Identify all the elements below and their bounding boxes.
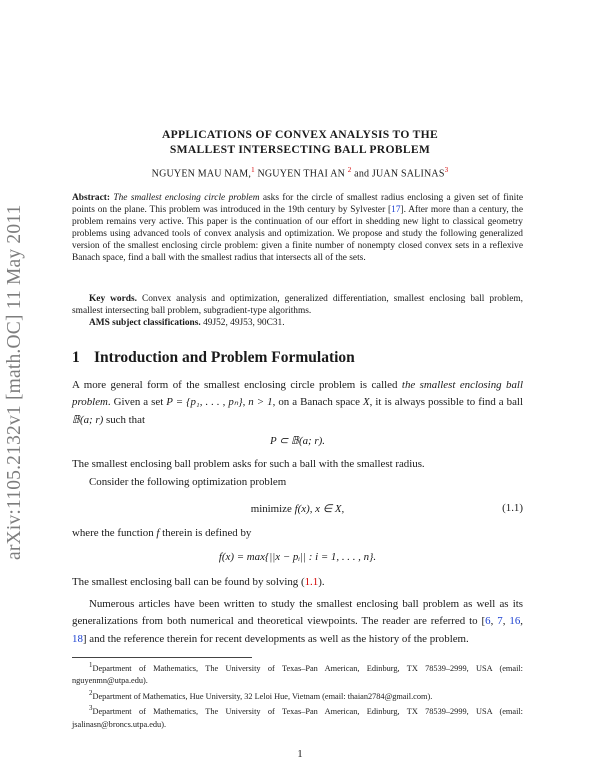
p5-text-b: ). bbox=[318, 576, 325, 588]
eq-minimize-expression: f(x), x ∈ X, bbox=[294, 503, 345, 515]
ams-line bbox=[72, 317, 523, 329]
p1-italic-term: the smallest enclosing ball problem bbox=[72, 379, 523, 409]
paragraph-1 bbox=[72, 377, 523, 429]
citation-18[interactable]: 18 bbox=[72, 632, 83, 645]
keywords-label: Key words. bbox=[89, 294, 137, 304]
footnote-2 bbox=[72, 688, 523, 703]
keywords-line bbox=[72, 293, 523, 317]
title-line-2: SMALLEST INTERSECTING BALL PROBLEM bbox=[169, 143, 431, 156]
eq-definition-expression: f(x) = max{||x − pᵢ|| : i = 1, . . . , n}. bbox=[218, 551, 377, 563]
citation-17[interactable]: 17 bbox=[391, 205, 401, 216]
footnote-marker-2[interactable]: 2 bbox=[347, 166, 352, 174]
p6-text-a: Numerous articles have been written to study the smallest enclosing ball problem as well as its generalizations from both numerical and theoretical viewpoints. The reader are referred to [ bbox=[72, 598, 523, 628]
citation-7[interactable]: 7 bbox=[497, 615, 503, 628]
p4-text-b: therein is defined by bbox=[159, 527, 252, 539]
p6-sep-1: , bbox=[490, 615, 498, 628]
p6-text-b: ] and the reference therein for recent developments as well as the history of the problem. bbox=[82, 632, 469, 645]
ams-text: 49J52, 49J53, 90C31. bbox=[200, 318, 285, 329]
footnote-divider bbox=[72, 657, 252, 658]
footnote-3-text: Department of Mathematics, The University of Texas–Pan American, Edinburg, TX 78539–2999, USA (email: jsalinasn@broncs.utpa.edu). bbox=[72, 707, 523, 729]
footnote-1-mark: 1 bbox=[89, 662, 93, 669]
p6-sep-2: , bbox=[502, 615, 510, 628]
footnotes bbox=[72, 660, 523, 731]
citation-6[interactable]: 6 bbox=[485, 615, 491, 628]
footnote-3-mark: 3 bbox=[89, 705, 93, 713]
keywords-text: Convex analysis and optimization, generalized differentiation, smallest enclosing ball problem, smallest intersecting ball problem, subgradient-type algorithms. bbox=[72, 294, 523, 317]
footnote-2-mark: 2 bbox=[89, 689, 93, 697]
paper-title bbox=[0, 127, 600, 157]
p5-text-a: The smallest enclosing ball can be found by solving ( bbox=[72, 576, 305, 588]
p2-text: The smallest enclosing ball problem asks for such a ball with the smallest radius. bbox=[72, 458, 425, 470]
p4-text-a: where the function bbox=[72, 527, 157, 539]
section-heading bbox=[72, 349, 355, 367]
p1-text-d: , it is always possible to find a ball bbox=[369, 396, 523, 409]
author-an: NGUYEN THAI AN bbox=[254, 168, 348, 180]
citation-16[interactable]: 16 bbox=[509, 615, 521, 628]
eq-inclusion-expression: P ⊂ 𝔹(a; r). bbox=[270, 435, 325, 447]
footnote-3 bbox=[72, 703, 523, 731]
abstract-label: Abstract: bbox=[72, 193, 111, 203]
p1-text-b: . Given a set bbox=[107, 396, 167, 409]
keywords-block bbox=[72, 293, 523, 329]
eq-minimize-word: minimize bbox=[250, 503, 295, 515]
footnote-1-text: Department of Mathematics, The University of Texas–Pan American, Edinburg, TX 78539–2999, USA (email: nguyenmn@utpa.edu). bbox=[72, 663, 523, 686]
equation-definition bbox=[72, 551, 523, 563]
p1-set-expression: P = {p₁, . . . , pₙ}, n > 1 bbox=[166, 396, 273, 409]
footnote-marker-1[interactable]: 1 bbox=[251, 166, 255, 174]
footnote-1 bbox=[72, 660, 523, 688]
ams-label: AMS subject classifications. bbox=[89, 318, 201, 329]
paragraph-5 bbox=[72, 574, 523, 591]
page-number: 1 bbox=[297, 748, 303, 760]
p1-text-e: such that bbox=[103, 413, 145, 426]
equation-reference-1-1[interactable]: 1.1 bbox=[304, 576, 319, 588]
equation-1-1 bbox=[72, 502, 523, 515]
p1-ball-expression: 𝔹(a; r) bbox=[72, 413, 104, 426]
p6-sep-3: , bbox=[520, 615, 523, 628]
footnote-2-text: Department of Mathematics, Hue University, 32 Leloi Hue, Vietnam (email: thaian2784@gmail.com). bbox=[92, 691, 433, 701]
p1-text-a: A more general form of the smallest enclosing circle problem is called bbox=[72, 379, 402, 391]
author-list bbox=[0, 166, 600, 179]
paragraph-2 bbox=[72, 456, 523, 473]
abstract-text-2: ]. After more than a century, the problem remains very active. This paper is the continuation of our effort in shedding new light to classical geometry problems using advanced tools of convex analysis and optimization. We propose and study the following generalized version of the smallest enclosing circle problem: given a finite number of nonempty closed convex sets in a reflexive Banach space, find a ball with the smallest radius that intersects all of the sets. bbox=[72, 205, 524, 264]
equation-inclusion bbox=[72, 434, 523, 447]
footnote-marker-3[interactable]: 3 bbox=[444, 166, 449, 174]
author-salinas: and JUAN SALINAS bbox=[351, 168, 445, 180]
p3-text: Consider the following optimization problem bbox=[89, 476, 287, 488]
title-line-1: APPLICATIONS OF CONVEX ANALYSIS TO THE bbox=[161, 128, 439, 141]
section-title: Introduction and Problem Formulation bbox=[94, 349, 355, 366]
p4-function-symbol: f bbox=[156, 527, 160, 539]
p1-text-c: , on a Banach space bbox=[272, 396, 363, 409]
abstract bbox=[72, 192, 523, 265]
abstract-text-1: asks for the circle of smallest radius enclosing a given set of finite points on the plane. This problem was introduced in the 19th century by Sylvester [ bbox=[72, 193, 523, 216]
abstract-italic-term: The smallest enclosing circle problem bbox=[113, 193, 260, 203]
paragraph-6 bbox=[72, 596, 523, 648]
p1-space-symbol: X bbox=[363, 396, 370, 409]
section-number: 1 bbox=[72, 349, 80, 366]
paragraph-4 bbox=[72, 525, 523, 542]
equation-number: (1.1) bbox=[502, 502, 523, 514]
author-nam: NGUYEN MAU NAM, bbox=[151, 168, 252, 180]
arxiv-identifier-stamp: arXiv:1105.2132v1 [math.OC] 11 May 2011 bbox=[4, 204, 25, 560]
paragraph-3 bbox=[72, 474, 523, 491]
